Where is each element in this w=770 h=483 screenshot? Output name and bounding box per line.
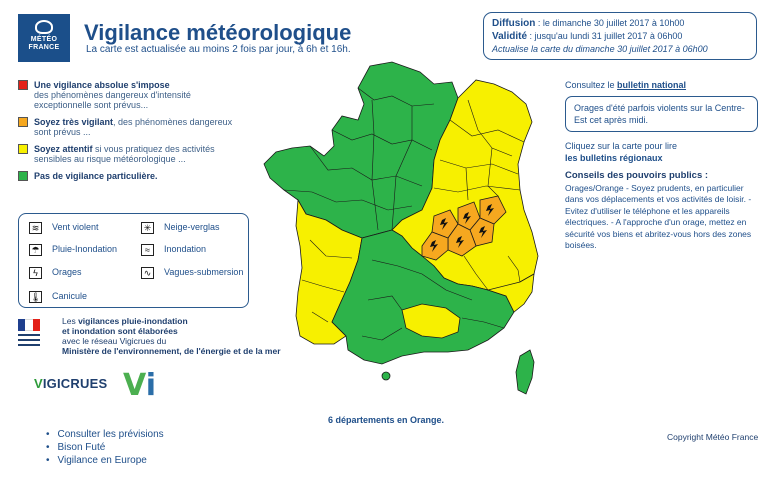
diffusion-label: Diffusion [492, 18, 536, 29]
ministry-link[interactable]: Ministère de l'environnement, de l'énergie et de la mer [62, 346, 281, 356]
risk-label: Canicule [52, 291, 88, 301]
validite-value: : jusqu'au lundi 31 juillet 2017 à 06h00 [527, 31, 683, 41]
risk-label: Pluie-Inondation [52, 244, 118, 254]
level-orange-swatch [18, 117, 28, 127]
regional-bulletins [565, 140, 677, 164]
national-bulletin-prefix: Consultez le [565, 80, 618, 90]
copyright: Copyright Météo France [667, 432, 759, 442]
risk-label: Vent violent [52, 222, 99, 232]
risk-label: Neige-verglas [164, 222, 220, 232]
republique-francaise-logo[interactable] [18, 319, 40, 353]
footer-link-europe[interactable]: • Vigilance en Europe [46, 454, 164, 467]
diffusion-value: : le dimanche 30 juillet 2017 à 10h00 [535, 18, 685, 28]
france-map-svg[interactable] [262, 60, 562, 400]
level-orange-head: Soyez très vigilant [34, 117, 114, 127]
region-andorra-green[interactable] [382, 372, 390, 380]
level-yellow-swatch [18, 144, 28, 154]
national-bulletin-link[interactable]: bulletin national [617, 80, 687, 90]
risk-label: Inondation [164, 244, 207, 254]
wave-submersion-icon: ∿ [141, 267, 154, 279]
vigicrues-logo-v: V [34, 376, 43, 391]
meteo-france-emblem-icon [35, 20, 53, 34]
level-orange-text: , des phénomènes dangereux sont prévus ... [34, 117, 233, 137]
vi-logo[interactable] [123, 368, 156, 403]
wind-icon: ≋ [29, 222, 42, 234]
vigicrues-logo-rest: IGICRUES [42, 376, 108, 391]
logo-line2: FRANCE [28, 44, 60, 51]
region-corsica-green[interactable] [516, 350, 534, 394]
risk-flood [141, 242, 206, 256]
level-red [18, 80, 248, 110]
level-green-swatch [18, 171, 28, 181]
vigicrues-line2: et inondation sont élaborées [62, 326, 178, 336]
rain-flood-icon: ☂ [29, 244, 42, 256]
vigicrues-info [62, 316, 281, 356]
risk-wave-submersion [141, 265, 243, 279]
footer-link-bison-fute[interactable]: • Bison Futé [46, 441, 164, 454]
diffusion-info-box [483, 12, 757, 60]
level-red-text: des phénomènes dangereux d'intensité exceptionnelle sont prévus... [34, 90, 191, 110]
vigicrues-line3: avec le réseau Vigicrues du [62, 336, 167, 346]
regional-bulletins-prefix: Cliquez sur la carte pour lire [565, 141, 678, 151]
page-subtitle: La carte est actualisée au moins 2 fois par jour, à 6h et 16h. [86, 44, 351, 55]
orange-department-count: 6 départements en Orange. [328, 415, 445, 425]
public-advice-text: Orages/Orange - Soyez prudents, en particulier dans vos déplacements et vos activités de loisir. - Evitez d'utiliser le téléphone et les appareils électriques. - A l'approche d'un orage, mettez en sécurité vos biens et abritez-vous hors des zones boisées. [565, 182, 752, 250]
risk-legend-box [18, 213, 249, 308]
public-advice-title: Conseils des pouvoirs publics : [565, 170, 709, 181]
level-yellow-text: si vous pratiquez des activités sensibles au risque météorologique ... [34, 144, 215, 164]
level-orange [18, 117, 248, 137]
risk-label: Vagues-submersion [164, 267, 244, 277]
level-yellow-head: Soyez attentif [34, 144, 93, 154]
risk-wind [29, 220, 99, 234]
risk-thunderstorm [29, 265, 82, 279]
thunderstorm-icon: ϟ [29, 267, 42, 279]
level-red-swatch [18, 80, 28, 90]
vi-logo-i: i [145, 368, 156, 403]
footer-links [46, 428, 164, 467]
vigicrues-line1a: Les [62, 316, 79, 326]
level-yellow [18, 144, 248, 164]
heatwave-icon: 🌡 [30, 291, 42, 302]
national-bulletin [565, 80, 686, 90]
risk-label: Orages [52, 267, 82, 277]
vigicrues-logo[interactable] [34, 376, 107, 391]
public-advice [565, 170, 760, 252]
logo-line1: MÉTÉO [30, 36, 58, 43]
footer-link-forecasts[interactable]: • Consulter les prévisions [46, 428, 164, 441]
risk-heatwave [29, 289, 87, 303]
alert-message-box: Orages d'été parfois violents sur la Centre-Est cet après midi. [565, 96, 758, 132]
validite-label: Validité [492, 31, 528, 42]
france-vigilance-map[interactable] [262, 60, 562, 400]
level-green [18, 171, 248, 181]
regional-bulletins-link[interactable]: les bulletins régionaux [565, 153, 663, 163]
snow-ice-icon: ✳ [141, 222, 154, 234]
update-map-link[interactable]: Actualise la carte du dimanche 30 juillet 2017 à 06h00 [492, 44, 708, 54]
level-green-head: Pas de vigilance particulière. [34, 171, 158, 181]
page-title: Vigilance météorologique [84, 20, 352, 45]
french-flag-icon [18, 319, 40, 331]
flood-icon: ≈ [141, 244, 154, 256]
vigilance-level-legend [18, 80, 248, 188]
level-red-head: Une vigilance absolue s'impose [34, 80, 170, 90]
vigicrues-line1b: vigilances pluie-inondation [78, 316, 188, 326]
risk-snow-ice [141, 220, 220, 234]
vi-logo-v: V [123, 368, 146, 403]
meteo-france-logo[interactable] [18, 14, 70, 62]
risk-rain-flood [29, 242, 117, 256]
